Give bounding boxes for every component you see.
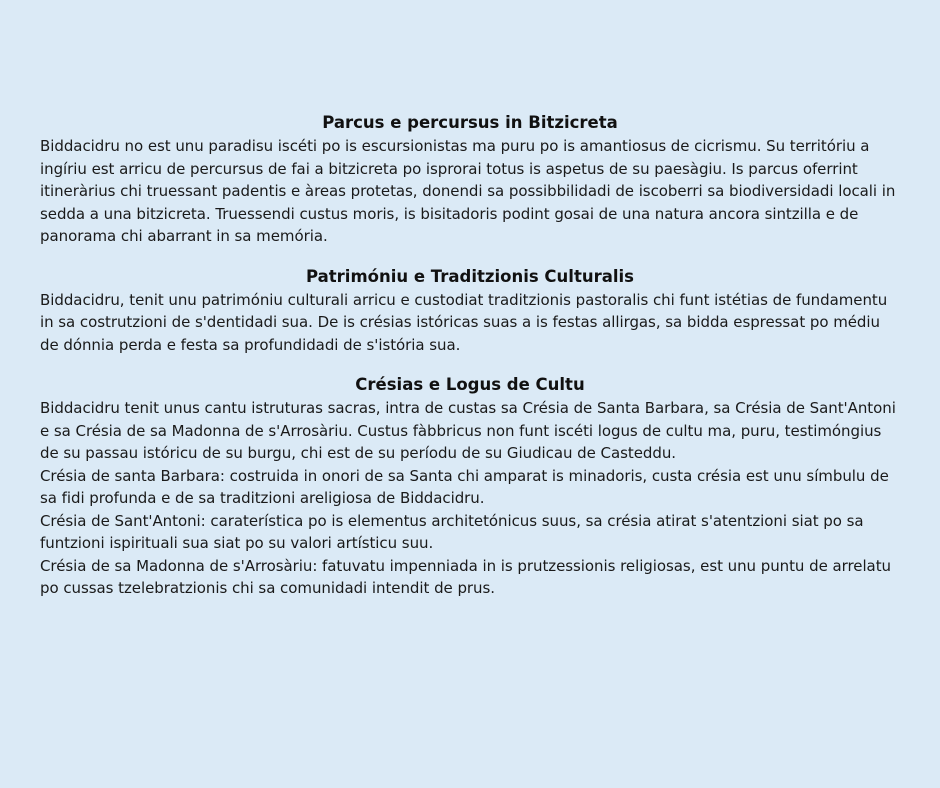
section-cultural-heritage xyxy=(40,266,900,357)
section-paragraph: Crésia de sa Madonna de s'Arrosàriu: fatuvatu impenniada in is prutzessionis religiosas, est unu puntu de arrelatu po cussas tzelebratzionis chi sa comunidadi intendit de prus. xyxy=(40,556,891,597)
section-paragraph: Biddacidru, tenit unu patrimóniu culturali arricu e custodiat traditzionis pastoralis chi funt istétias de fundamentu in sa costrutzioni de s'dentidadi sua. De is crésias istóricas suas a is festas allirgas, sa bidda espressat po médiu de dónnia perda e festa sa profundidadi de s'istória sua. xyxy=(40,290,888,354)
section-title: Parcus e percursus in Bitzicreta xyxy=(322,113,618,132)
section-title: Crésias e Logus de Cultu xyxy=(355,375,585,394)
section-paragraph: Crésia de Sant'Antoni: caraterística po is elementus architetónicus suus, sa crésia atirat s'atentzioni siat po sa funtzioni ispirituali sua siat po su valori artísticu suu. xyxy=(40,511,864,552)
section-paragraph: Crésia de santa Barbara: costruida in onori de sa Santa chi amparat is minadoris, custa crésia est unu símbulu de sa fidi profunda e de sa traditzioni areligiosa de Biddacidru. xyxy=(40,466,889,507)
section-paragraph: Biddacidru no est unu paradisu iscéti po is escursionistas ma puru po is amantiosus de cicrismu. Su territóriu a ingíriu est arricu de percursus de fai a bitzicreta po isprorai totus is aspetus de su paesàgiu. Is parcus oferrint itineràrius chi truessant padentis e àreas protetas, donendi sa possibbilidadi de iscoberri sa biodiversidadi locali in sedda a una bitzicreta. Truessendi custus moris, is bisitadoris podint gosai de una natura ancora sintzilla e de panorama chi abarrant in sa memória. xyxy=(40,137,896,245)
section-paragraph: Biddacidru tenit unus cantu istruturas sacras, intra de custas sa Crésia de Santa Barbara, sa Crésia de Sant'Antoni e sa Crésia de sa Madonna de s'Arrosàriu. Custus fàbbricus non funt iscéti logus de cultu ma, puru, testimóngius de su passau istóricu de su burgu, chi est de su períodu de su Giudicau de Casteddu. xyxy=(40,399,896,462)
section-churches xyxy=(40,374,900,600)
section-title: Patrimóniu e Traditzionis Culturalis xyxy=(305,266,634,286)
section-bike-paths xyxy=(40,112,900,248)
